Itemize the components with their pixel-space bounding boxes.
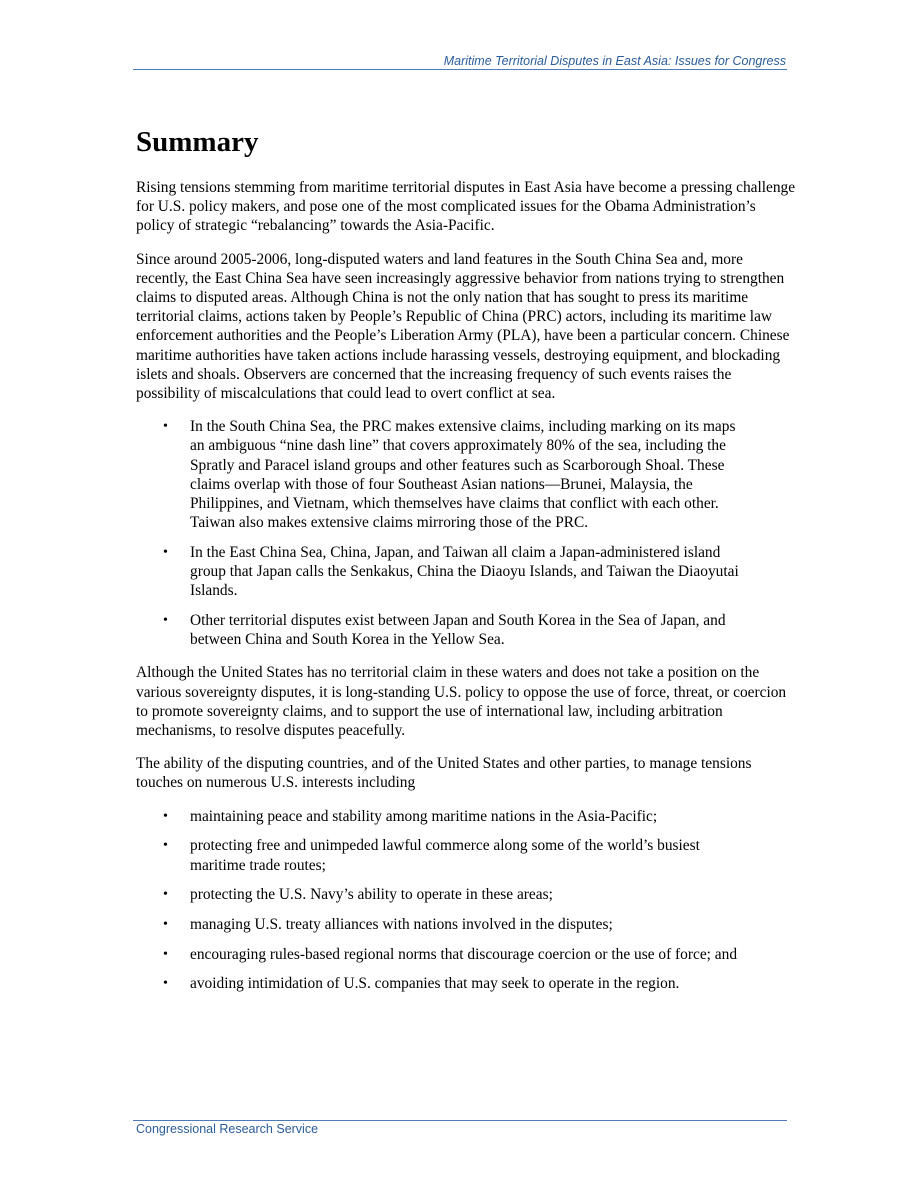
footer-rule: [133, 1120, 787, 1121]
list-item-text: In the South China Sea, the PRC makes extensive claims, including marking on its maps an ambiguous “nine dash line” that covers approximately 80% of the sea, including the Spratly and Paracel island groups and other features such as Scarborough Shoal. These claims overlap with those of four Southeast Asian nations—Brunei, Malaysia, the Philippines, and Vietnam, which themselves have claims that conflict with each other. Taiwan also makes extensive claims mirroring those of the PRC.: [190, 418, 736, 532]
bullet-icon: •: [163, 946, 168, 962]
header-rule: [133, 69, 787, 70]
footer-org: Congressional Research Service: [136, 1122, 319, 1136]
list-item: [136, 611, 745, 649]
list-item: [136, 417, 745, 532]
list-item: [136, 885, 745, 904]
interests-list: [136, 807, 796, 994]
bullet-icon: •: [163, 613, 168, 629]
paragraph-us-policy: Although the United States has no territorial claim in these waters and does not take a position on the various sovereignty disputes, it is long-standing U.S. policy to oppose the use of force, threat, or coercion to promote sovereignty claims, and to support the use of international law, including arbitration mechanisms, to resolve disputes peacefully.: [136, 664, 787, 740]
bullet-icon: •: [163, 838, 168, 854]
paragraph-intro: Rising tensions stemming from maritime territorial disputes in East Asia have become a pressing challenge for U.S. policy makers, and pose one of the most complicated issues for the Obama Administration’s policy of strategic “rebalancing” towards the Asia-Pacific.: [136, 179, 796, 235]
list-item: [136, 836, 745, 874]
list-item: [136, 945, 745, 964]
bullet-icon: •: [163, 887, 168, 903]
list-item: [136, 543, 745, 601]
list-item-text: avoiding intimidation of U.S. companies that may seek to operate in the region.: [190, 975, 680, 993]
bullet-icon: •: [163, 419, 168, 435]
list-item-text: Other territorial disputes exist between Japan and South Korea in the Sea of Japan, and between China and South Korea in the Yellow Sea.: [190, 612, 726, 649]
list-item-text: In the East China Sea, China, Japan, and Taiwan all claim a Japan-administered island group that Japan calls the Senkakus, China the Diaoyu Islands, and Taiwan the Diaoyutai Islands.: [190, 543, 739, 600]
list-item: [136, 974, 745, 993]
list-item: [136, 807, 745, 826]
bullet-icon: •: [163, 808, 168, 824]
bullet-icon: •: [163, 917, 168, 932]
list-item-text: maintaining peace and stability among maritime nations in the Asia-Pacific;: [190, 807, 658, 825]
paragraph-background: Since around 2005-2006, long-disputed waters and land features in the South China Sea and, more recently, the East China Sea have seen increasingly aggressive behavior from nations trying to strengthen claims to disputed areas. Although China is not the only nation that has sought to press its maritime territorial claims, actions taken by People’s Republic of China (PRC) actors, including its maritime law enforcement authorities and the People’s Liberation Army (PLA), have been a particular concern. Chinese maritime authorities have taken actions include harassing vessels, destroying equipment, and blockading islets and shoals. Observers are concerned that the increasing frequency of such events raises the possibility of miscalculations that could lead to overt conflict at sea.: [136, 250, 790, 403]
list-item-text: managing U.S. treaty alliances with nations involved in the disputes;: [190, 916, 613, 933]
bullet-icon: •: [163, 544, 168, 560]
bullet-icon: •: [163, 976, 168, 992]
list-item-text: protecting the U.S. Navy’s ability to operate in these areas;: [190, 886, 553, 904]
running-header: Maritime Territorial Disputes in East Asia: Issues for Congress: [443, 54, 786, 68]
paragraph-us-interests: The ability of the disputing countries, and of the United States and other parties, to manage tensions touches on numerous U.S. interests including: [136, 755, 752, 792]
list-item: [136, 915, 745, 934]
disputes-list: [136, 417, 796, 649]
document-body: [136, 178, 796, 1008]
list-item-text: protecting free and unimpeded lawful commerce along some of the world’s busiest maritime trade routes;: [190, 837, 700, 874]
page-title: Summary: [136, 126, 259, 158]
list-item-text: encouraging rules-based regional norms that discourage coercion or the use of force; and: [190, 945, 738, 963]
